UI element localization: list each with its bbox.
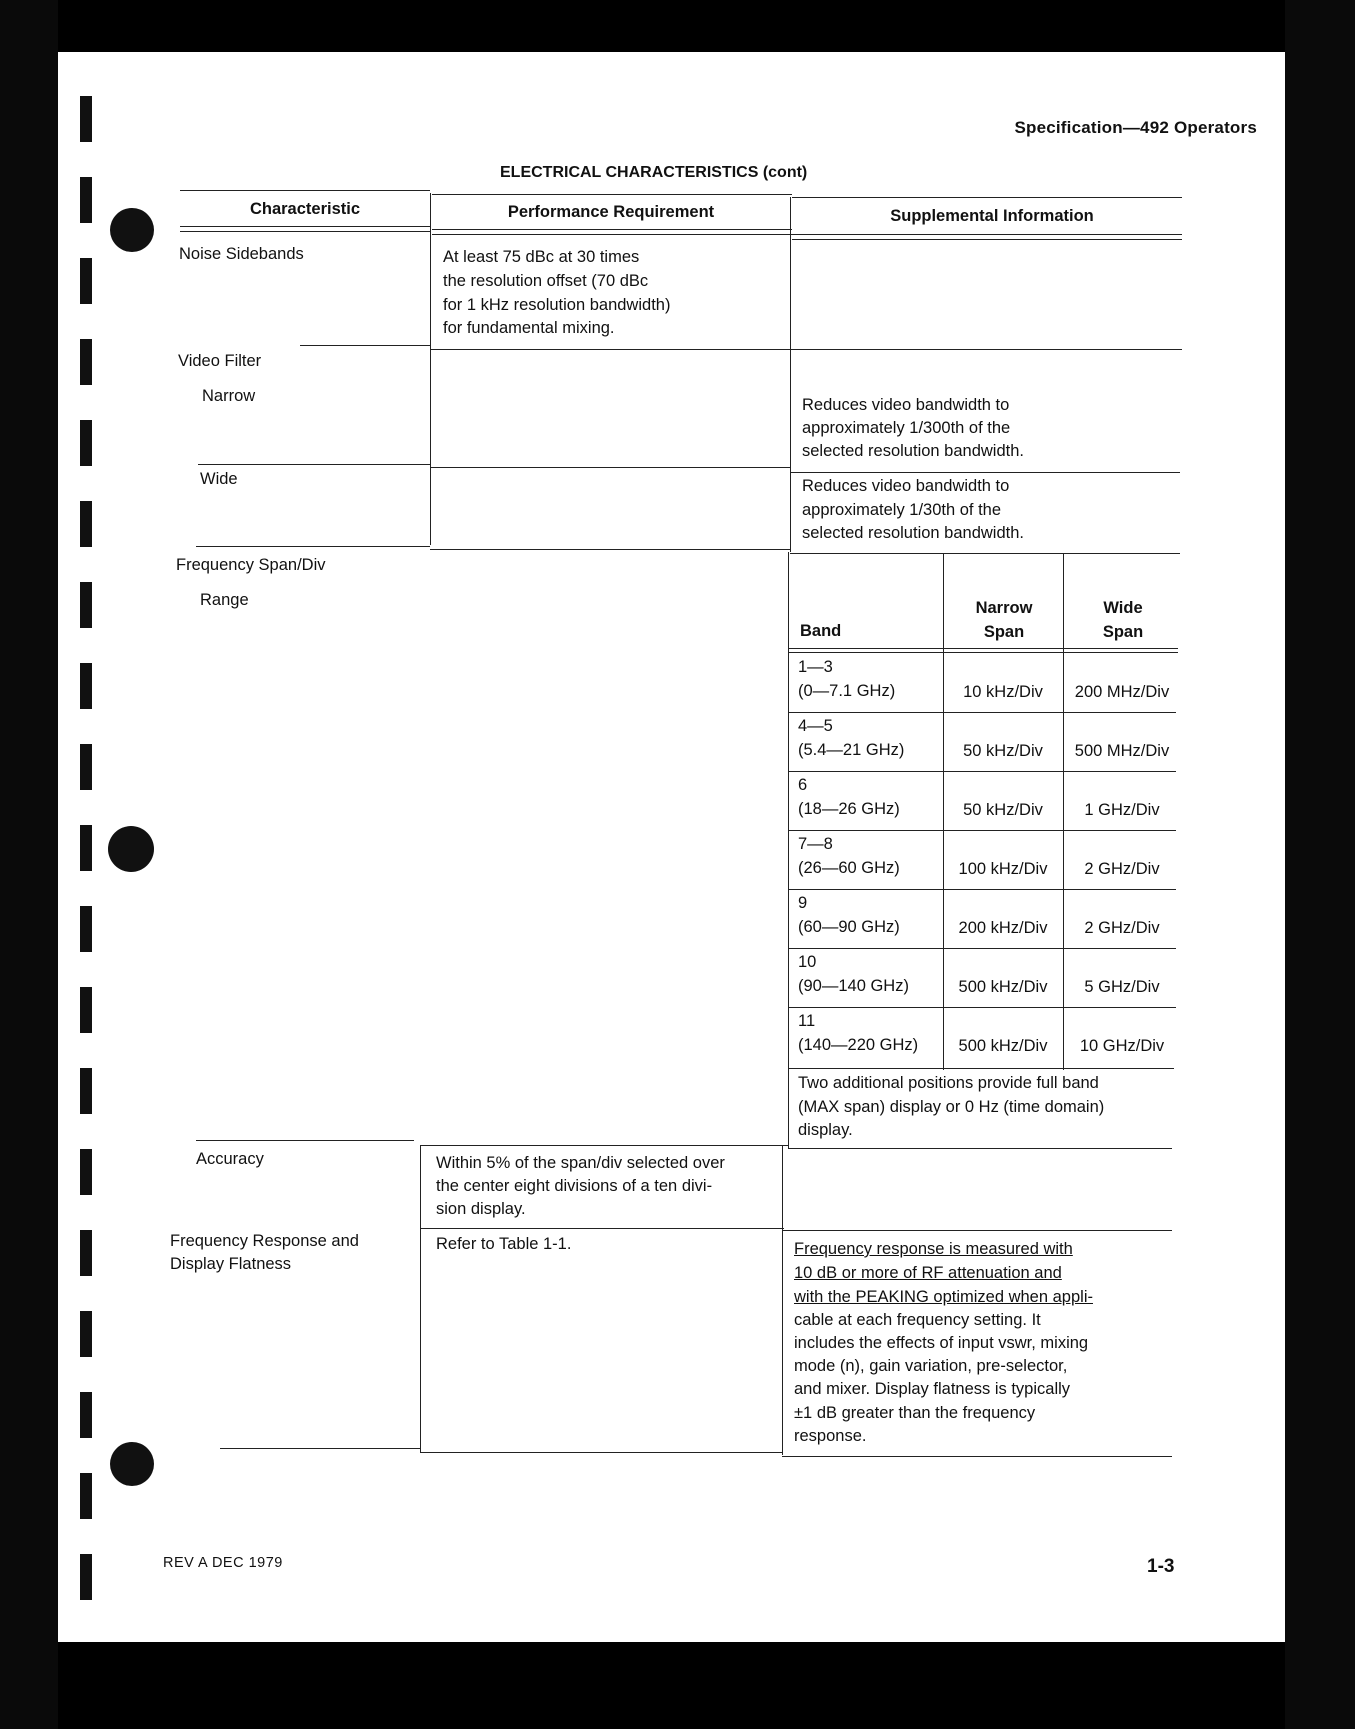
- subtable-rule: [943, 553, 944, 1070]
- text-line: Reduces video bandwidth to: [802, 396, 1010, 414]
- row-label-noise-sidebands: Noise Sidebands: [179, 245, 304, 263]
- punch-hole: [108, 826, 154, 872]
- subtable-narrow-span: 500 kHz/Div: [958, 978, 1048, 996]
- subtable-narrow-span: 10 kHz/Div: [963, 683, 1043, 701]
- revision-note: REV A DEC 1979: [163, 1555, 283, 1571]
- rule: [432, 234, 792, 235]
- binder-mark: [80, 744, 92, 790]
- column-header-supplemental: Supplemental Information: [890, 207, 1094, 225]
- subtable-band: 10: [798, 953, 817, 971]
- text-line: sion display.: [436, 1200, 526, 1218]
- column-header-performance: Performance Requirement: [507, 203, 715, 221]
- subtable-wide-span: 200 MHz/Div: [1074, 683, 1170, 701]
- rule: [792, 234, 1182, 235]
- text-line: At least 75 dBc at 30 times: [443, 248, 640, 266]
- row-label-video-filter: Video Filter: [178, 352, 262, 370]
- row-rule: [782, 1230, 1172, 1231]
- row-label-display-flatness: Display Flatness: [170, 1255, 292, 1273]
- row-rule: [198, 464, 430, 465]
- rule: [180, 231, 430, 232]
- subtable-band-range: (0—7.1 GHz): [798, 682, 896, 700]
- row-rule: [790, 472, 1180, 473]
- text-line: approximately 1/300th of the: [802, 419, 1011, 437]
- scan-border-right: [1285, 0, 1355, 1729]
- text-line: Within 5% of the span/div selected over: [436, 1154, 725, 1172]
- column-header-characteristic: Characteristic: [249, 200, 361, 218]
- rule: [432, 229, 792, 230]
- row-rule: [420, 1452, 782, 1453]
- text-line: Reduces video bandwidth to: [802, 477, 1010, 495]
- subtable-wide-span: 5 GHz/Div: [1084, 978, 1160, 996]
- row-rule: [300, 345, 430, 346]
- subtable-wide-span: 500 MHz/Div: [1074, 742, 1170, 760]
- row-label-wide: Wide: [200, 470, 238, 488]
- text-line: display.: [798, 1121, 853, 1139]
- text-line: Frequency response is measured with: [794, 1240, 1073, 1258]
- row-rule: [420, 1145, 788, 1146]
- subtable-narrow-span: 500 kHz/Div: [958, 1037, 1048, 1055]
- subtable-header-narrow-line2: Span: [983, 623, 1025, 641]
- binder-mark: [80, 177, 92, 223]
- text-line: selected resolution bandwidth.: [802, 524, 1024, 542]
- page-number: 1-3: [1147, 1556, 1175, 1577]
- punch-hole: [110, 1442, 154, 1486]
- subtable-wide-span: 2 GHz/Div: [1084, 919, 1160, 937]
- binder-mark: [80, 258, 92, 304]
- subtable-wide-span: 10 GHz/Div: [1079, 1037, 1165, 1055]
- binder-mark: [80, 1473, 92, 1519]
- subtable-band: 4—5: [798, 717, 833, 735]
- row-rule: [196, 1140, 414, 1141]
- subtable-narrow-span: 50 kHz/Div: [963, 742, 1043, 760]
- subtable-rule: [788, 712, 1176, 713]
- rule: [180, 226, 430, 227]
- subtable-narrow-span: 200 kHz/Div: [958, 919, 1048, 937]
- rule: [792, 197, 1182, 198]
- subtable-band-range: (60—90 GHz): [798, 918, 900, 936]
- text-line: selected resolution bandwidth.: [802, 442, 1024, 460]
- text-line: for fundamental mixing.: [443, 319, 615, 337]
- subtable-band: 11: [798, 1012, 816, 1030]
- binder-mark: [80, 582, 92, 628]
- row-label-accuracy: Accuracy: [196, 1150, 264, 1168]
- subtable-narrow-span: 100 kHz/Div: [958, 860, 1048, 878]
- subtable-rule: [788, 830, 1176, 831]
- binder-mark: [80, 339, 92, 385]
- document-page: [58, 52, 1285, 1642]
- column-rule: [782, 1145, 783, 1455]
- binder-mark: [80, 1554, 92, 1600]
- subtable-header-narrow-line1: Narrow: [975, 599, 1033, 617]
- binder-mark: [80, 501, 92, 547]
- row-label-range: Range: [200, 591, 249, 609]
- text-line: ±1 dB greater than the frequency: [794, 1404, 1036, 1422]
- subtable-wide-span: 2 GHz/Div: [1084, 860, 1160, 878]
- subtable-band-range: (90—140 GHz): [798, 977, 909, 995]
- row-label-frequency-response: Frequency Response and: [170, 1232, 359, 1250]
- text-line: response.: [794, 1427, 867, 1445]
- text-line: with the PEAKING optimized when appli-: [794, 1288, 1093, 1306]
- binder-mark: [80, 96, 92, 142]
- rule: [792, 239, 1182, 240]
- text-line: cable at each frequency setting. It: [794, 1311, 1041, 1329]
- text-line: includes the effects of input vswr, mixing: [794, 1334, 1089, 1352]
- binder-mark: [80, 1230, 92, 1276]
- binder-mark: [80, 906, 92, 952]
- subtable-band: 1—3: [798, 658, 833, 676]
- subtable-header-wide-line1: Wide: [1103, 599, 1143, 617]
- rule: [432, 194, 792, 195]
- binder-mark: [80, 1149, 92, 1195]
- row-rule: [196, 546, 430, 547]
- binder-mark: [80, 825, 92, 871]
- subtable-narrow-span: 50 kHz/Div: [963, 801, 1043, 819]
- text-line: 10 dB or more of RF attenuation and: [794, 1264, 1062, 1282]
- subtable-band-range: (26—60 GHz): [798, 859, 900, 877]
- subtable-band: 7—8: [798, 835, 833, 853]
- subtable-rule: [788, 1068, 1174, 1069]
- binder-mark: [80, 663, 92, 709]
- running-head: Specification—492 Operators: [1014, 118, 1257, 137]
- performance-reference: Refer to Table 1-1.: [436, 1235, 572, 1253]
- subtable-rule: [788, 648, 1178, 649]
- subtable-header-band: Band: [800, 622, 842, 640]
- subtable-rule: [788, 1007, 1176, 1008]
- row-rule: [430, 549, 790, 550]
- table-title: ELECTRICAL CHARACTERISTICS (cont): [500, 164, 808, 181]
- text-line: and mixer. Display flatness is typically: [794, 1380, 1071, 1398]
- row-rule: [790, 553, 1180, 554]
- scan-border-left: [0, 0, 58, 1729]
- subtable-band: 6: [798, 776, 808, 794]
- binder-mark: [80, 1068, 92, 1114]
- text-line: the center eight divisions of a ten divi-: [436, 1177, 713, 1195]
- binder-mark: [80, 420, 92, 466]
- subtable-band-range: (5.4—21 GHz): [798, 741, 905, 759]
- text-line: for 1 kHz resolution bandwidth): [443, 296, 671, 314]
- text-line: approximately 1/30th of the: [802, 501, 1002, 519]
- subtable-band-range: (18—26 GHz): [798, 800, 900, 818]
- text-line: (MAX span) display or 0 Hz (time domain): [798, 1098, 1105, 1116]
- subtable-rule: [788, 652, 1178, 653]
- row-label-frequency-span: Frequency Span/Div: [176, 556, 326, 574]
- binder-mark: [80, 1392, 92, 1438]
- text-line: mode (n), gain variation, pre-selector,: [794, 1357, 1068, 1375]
- column-rule: [420, 1145, 421, 1452]
- column-rule: [430, 193, 431, 545]
- subtable-rule: [788, 948, 1176, 949]
- row-label-narrow: Narrow: [202, 387, 256, 405]
- text-line: Two additional positions provide full band: [798, 1074, 1099, 1092]
- rule: [180, 190, 430, 191]
- subtable-rule: [788, 889, 1176, 890]
- row-rule: [782, 1456, 1172, 1457]
- row-rule: [788, 1148, 1172, 1149]
- binder-mark: [80, 1311, 92, 1357]
- subtable-band-range: (140—220 GHz): [798, 1036, 919, 1054]
- subtable-rule: [788, 771, 1176, 772]
- row-rule: [220, 1448, 420, 1449]
- row-rule: [420, 1228, 784, 1229]
- row-rule: [430, 467, 790, 468]
- subtable-band: 9: [798, 894, 808, 912]
- row-rule: [430, 349, 1182, 350]
- subtable-header-wide-line2: Span: [1102, 623, 1144, 641]
- binder-mark: [80, 987, 92, 1033]
- punch-hole: [110, 208, 154, 252]
- column-rule: [788, 552, 789, 1148]
- text-line: the resolution offset (70 dBc: [443, 272, 649, 290]
- column-rule: [790, 197, 791, 552]
- subtable-wide-span: 1 GHz/Div: [1084, 801, 1160, 819]
